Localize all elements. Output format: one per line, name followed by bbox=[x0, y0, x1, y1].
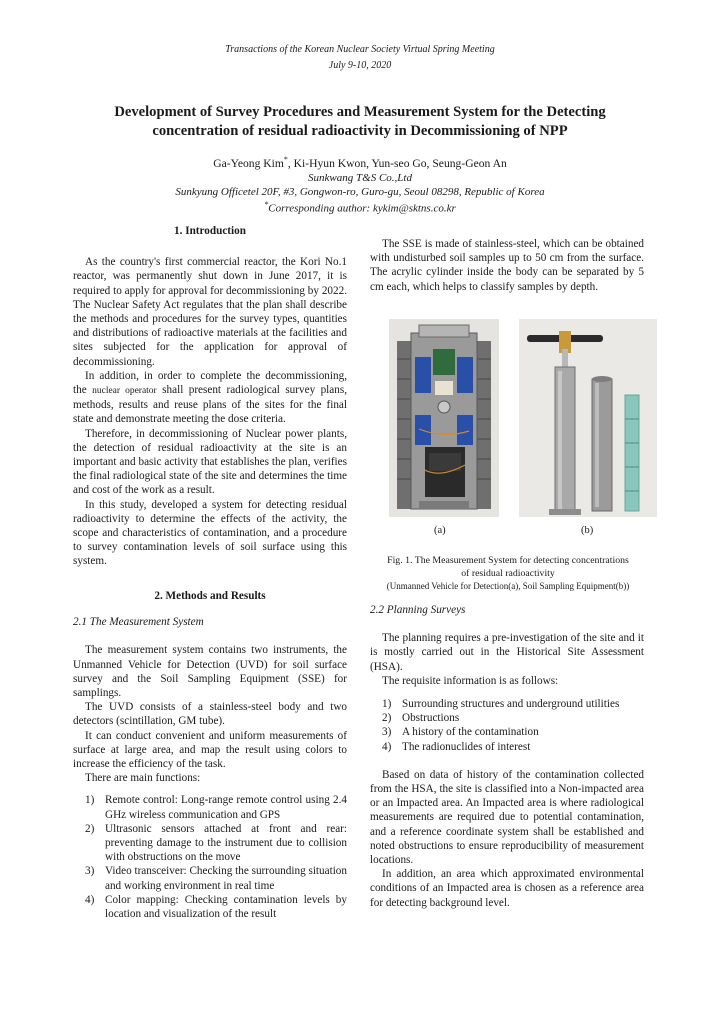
planning-paragraph-2: The requisite information is as follows: bbox=[382, 674, 559, 687]
list-item bbox=[73, 893, 347, 921]
list-number: 3) bbox=[85, 865, 95, 878]
figure-1b-label: (b) bbox=[581, 525, 594, 536]
intro-paragraph-3: Therefore, in decommissioning of Nuclear power plants, the detection of residual radioactivity at the site is an important and basic activity that establishes the plan, verifies the final radiological state of the site and determines the time and cost of the work as a result. bbox=[73, 427, 347, 497]
list-number: 3) bbox=[382, 726, 392, 739]
planning-paragraph-1: The planning requires a pre-investigation of the site and it is mostly carried out in the Historical Site Assessment (HSA). bbox=[370, 632, 644, 673]
planning-paragraph-4: In addition, an area which approximated environmental conditions of an Impacted area is chosen as a reference area for detecting background level. bbox=[370, 868, 644, 909]
sse-equipment-image bbox=[519, 319, 657, 517]
affiliation-address: Sunkyung Officetel 20F, #3, Gongwon-ro, Guro-gu, Seoul 08298, Republic of Korea bbox=[175, 186, 545, 198]
intro-paragraph-4: In this study, developed a system for detecting residual radioactivity to determine the effects of the activity, the scope and characteristics of contamination, and a procedure to survey contamination levels of soil surface using this system. bbox=[73, 498, 347, 568]
figure-1-caption bbox=[360, 554, 656, 593]
requisites-list bbox=[370, 697, 644, 754]
intro-paragraph-2 bbox=[73, 369, 347, 427]
figure-1a-label: (a) bbox=[434, 525, 446, 536]
author-others: , Ki-Hyun Kwon, Yun-seo Go, Seung-Geon An bbox=[287, 156, 507, 170]
list-item bbox=[370, 725, 644, 739]
list-text: Color mapping: Checking contamination levels by location and visualization of the result bbox=[105, 893, 347, 921]
author-list bbox=[0, 155, 720, 170]
figure-1b-photo bbox=[519, 319, 657, 517]
list-item bbox=[73, 864, 347, 892]
list-text: Ultrasonic sensors attached at front and rear: preventing damage to the instrument due to collision with obstructions on the move bbox=[105, 822, 347, 864]
subsection-2-1-heading: 2.1 The Measurement System bbox=[73, 616, 204, 629]
right-column-planning bbox=[370, 603, 644, 910]
right-column-top bbox=[370, 237, 644, 294]
figure-1a-photo bbox=[389, 319, 499, 517]
corresponding-mark: * bbox=[283, 155, 288, 164]
conference-date: July 9-10, 2020 bbox=[328, 60, 392, 71]
uvd-vehicle-image bbox=[389, 319, 499, 517]
section-2-heading: 2. Methods and Results bbox=[154, 590, 266, 602]
corresponding-email: Corresponding author: kykim@sktns.co.kr bbox=[268, 202, 456, 215]
list-number: 2) bbox=[382, 712, 392, 725]
list-item bbox=[370, 711, 644, 725]
subsection-2-2-heading: 2.2 Planning Surveys bbox=[370, 604, 466, 616]
section-1-heading: 1. Introduction bbox=[174, 225, 246, 237]
list-number: 1) bbox=[85, 794, 95, 807]
list-number: 4) bbox=[382, 740, 392, 753]
intro-p2-start: In addition, in order to complete the decommissioning, the bbox=[73, 369, 347, 397]
title-line-1: Development of Survey Procedures and Measurement System for the Detecting bbox=[114, 104, 606, 120]
sse-paragraph: The SSE is made of stainless-steel, which can be obtained with undisturbed soil samples up to 50 cm from the surface. The acrylic cylinder inside the body can be separated by 5 cm each, which helps to classify samples by depth. bbox=[370, 238, 644, 293]
affiliation-company: Sunkwang T&S Co.,Ltd bbox=[308, 172, 412, 184]
left-column bbox=[73, 224, 347, 569]
list-text: Video transceiver: Checking the surrounding situation and working environment in real time bbox=[105, 865, 347, 892]
caption-line-2: of residual radioactivity bbox=[461, 568, 555, 579]
methods-paragraph-4: There are main functions: bbox=[85, 772, 201, 785]
left-column-methods bbox=[73, 589, 347, 921]
list-item bbox=[73, 793, 347, 821]
methods-paragraph-3: It can conduct convenient and uniform measurements of surface at large area, and map the result using colors to increase the efficiency of the task. bbox=[73, 729, 347, 771]
caption-line-3: (Unmanned Vehicle for Detection(a), Soil Sampling Equipment(b)) bbox=[386, 581, 630, 591]
list-text: A history of the contamination bbox=[402, 726, 539, 739]
author-first: Ga-Yeong Kim bbox=[213, 156, 284, 170]
methods-paragraph-1: The measurement system contains two instruments, the Unmanned Vehicle for Detection (UVD) for soil surface survey and the Soil Sampling Equipment (SSE) for samplings. bbox=[73, 644, 347, 700]
list-number: 4) bbox=[85, 893, 95, 906]
intro-paragraph-1: As the country's first commercial reactor, the Kori No.1 reactor, was permanently shut down in June 2017, it is required to apply for approval for decommissioning by 2022. The Nuclear Safety Act regulates that the plan shall describe the methods and procedures for the survey types, quantities and distributions of radioactive materials at the facilities and sites subjected for the application for approval of decommissioning. bbox=[73, 256, 347, 368]
list-text: Surrounding structures and underground utilities bbox=[402, 698, 620, 711]
functions-list bbox=[73, 793, 347, 921]
caption-line-1: Fig. 1. The Measurement System for detecting concentrations bbox=[387, 555, 629, 566]
corresponding-author bbox=[0, 200, 720, 215]
paper-title bbox=[0, 103, 720, 141]
list-item bbox=[370, 740, 644, 754]
list-item bbox=[370, 697, 644, 711]
title-line-2: concentration of residual radioactivity in Decommissioning of NPP bbox=[152, 123, 568, 139]
list-text: The radionuclides of interest bbox=[402, 740, 531, 753]
planning-paragraph-3: Based on data of history of the contamination collected from the HSA, the site is classified into a Non-impacted area or an Impacted area. An Impacted area is where radiological measurements are required due to potential contamination, and a reference coordinate system shall be established and noted obstructions to ensure reproducibility of measurement locations. bbox=[370, 768, 644, 867]
list-number: 2) bbox=[85, 822, 95, 835]
intro-p2-operator: nuclear operator bbox=[92, 386, 157, 397]
list-text: Obstructions bbox=[402, 712, 460, 725]
corresponding-mark-2: * bbox=[264, 200, 269, 209]
methods-paragraph-2: The UVD consists of a stainless-steel body and two detectors (scintillation, GM tube). bbox=[73, 701, 347, 728]
list-number: 1) bbox=[382, 698, 392, 711]
list-item bbox=[73, 822, 347, 865]
list-text: Remote control: Long-range remote control using 2.4 GHz wireless communication and GPS bbox=[105, 794, 347, 821]
intro-p2-end: shall present radiological survey plans, methods, results and reuse plans of the sites for the final state and demonstrate meeting the dose criteria. bbox=[73, 384, 348, 426]
conference-name: Transactions of the Korean Nuclear Society Virtual Spring Meeting bbox=[225, 44, 495, 55]
